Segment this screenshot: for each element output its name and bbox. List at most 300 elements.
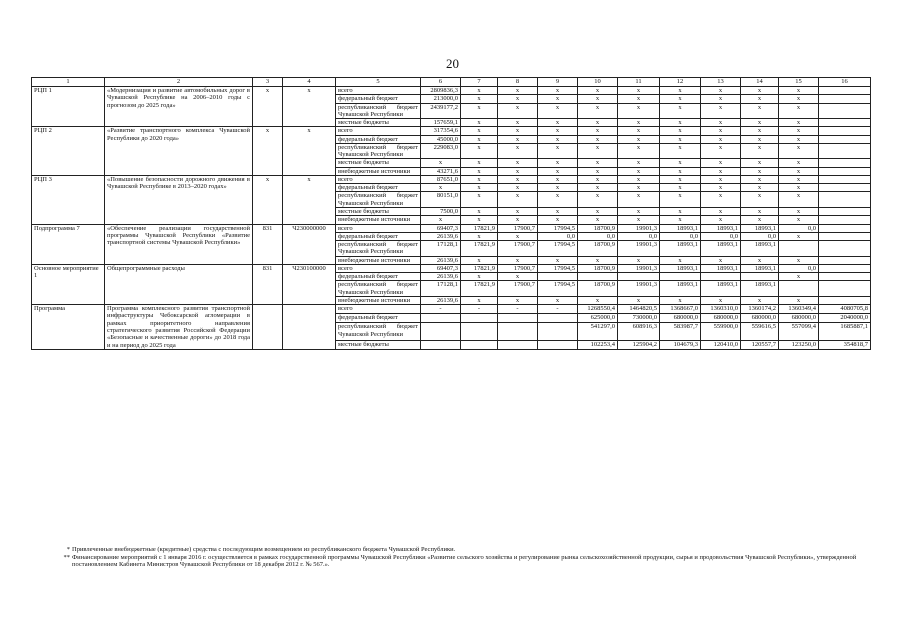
value-cell: 730000,0: [618, 314, 660, 323]
value-cell: x: [660, 143, 701, 159]
status-cell: Основное мероприятие 1: [32, 264, 105, 304]
value-cell: 18993,1: [741, 224, 779, 232]
footnote-text: Финансирование мероприятий с 1 января 2016 г. осуществляется в рамках государственной программы Чувашской Республики «Развитие сельского хозяйства и регулирование рынка сельскохозяйственной продукции, сырья и продовольствия Чувашской Республики», утвержденной постановлением Кабинета Министров Чувашской Республики от 18 декабря 2012 г. № 567.».: [72, 553, 857, 569]
value-cell: 18993,1: [701, 264, 741, 272]
funding-source-cell: республиканский бюджет Чувашской Республики: [336, 143, 421, 159]
value-cell: x: [498, 119, 538, 127]
value-cell: x: [538, 167, 578, 175]
value-cell: 18700,9: [578, 241, 618, 257]
value-cell: x: [660, 87, 701, 95]
value-cell: x: [461, 273, 498, 281]
value-cell: x: [461, 95, 498, 103]
program-name-cell: Общепрограммные расходы: [105, 264, 253, 304]
value-cell: 2809836,3: [421, 87, 461, 95]
value-cell: x: [779, 167, 819, 175]
column-number-header: 16: [819, 78, 871, 87]
value-cell: [819, 159, 871, 167]
value-cell: x: [461, 184, 498, 192]
value-cell: x: [660, 103, 701, 119]
value-cell: 123250,0: [779, 340, 819, 349]
value-cell: 26139,6: [421, 296, 461, 304]
value-cell: x: [701, 127, 741, 135]
value-cell: [578, 273, 618, 281]
value-cell: [819, 167, 871, 175]
value-cell: x: [618, 159, 660, 167]
value-cell: x: [498, 216, 538, 224]
value-cell: 354818,7: [819, 340, 871, 349]
value-cell: x: [618, 216, 660, 224]
column-number-header: 3: [253, 78, 283, 87]
value-cell: 1268550,4: [578, 305, 618, 314]
value-cell: x: [498, 167, 538, 175]
value-cell: x: [578, 119, 618, 127]
value-cell: [819, 264, 871, 272]
value-cell: x: [741, 135, 779, 143]
value-cell: 1360174,2: [741, 305, 779, 314]
value-cell: x: [498, 143, 538, 159]
column-number-header: 6: [421, 78, 461, 87]
funding-source-cell: республиканский бюджет Чувашской Республики: [336, 281, 421, 297]
value-cell: 17821,9: [461, 264, 498, 272]
budget-code-cell: x: [283, 87, 336, 127]
value-cell: x: [461, 207, 498, 215]
value-cell: 17821,9: [461, 224, 498, 232]
value-cell: x: [461, 127, 498, 135]
value-cell: 680000,0: [779, 314, 819, 323]
value-cell: x: [660, 184, 701, 192]
value-cell: x: [660, 135, 701, 143]
value-cell: x: [578, 167, 618, 175]
value-cell: 87651,0: [421, 175, 461, 183]
budget-code-cell: [283, 305, 336, 350]
value-cell: 1360349,4: [779, 305, 819, 314]
value-cell: 2040000,0: [819, 314, 871, 323]
value-cell: x: [498, 159, 538, 167]
column-number-header: 5: [336, 78, 421, 87]
value-cell: x: [701, 184, 741, 192]
value-cell: [819, 103, 871, 119]
value-cell: x: [578, 207, 618, 215]
value-cell: x: [578, 127, 618, 135]
status-cell: РЦП 3: [32, 175, 105, 224]
value-cell: x: [421, 159, 461, 167]
value-cell: x: [660, 192, 701, 208]
funding-source-cell: федеральный бюджет: [336, 273, 421, 281]
value-cell: x: [538, 175, 578, 183]
value-cell: x: [498, 296, 538, 304]
status-cell: РЦП 2: [32, 127, 105, 176]
table-row: [32, 224, 871, 232]
value-cell: 2439177,2: [421, 103, 461, 119]
value-cell: [461, 314, 498, 323]
budget-table: [31, 77, 871, 350]
value-cell: 583987,7: [660, 323, 701, 340]
value-cell: 680000,0: [701, 314, 741, 323]
value-cell: x: [461, 119, 498, 127]
table-row: [32, 264, 871, 272]
value-cell: x: [618, 192, 660, 208]
funding-source-cell: местные бюджеты: [336, 159, 421, 167]
value-cell: [421, 340, 461, 349]
value-cell: x: [538, 135, 578, 143]
value-cell: x: [618, 103, 660, 119]
table-row: [32, 127, 871, 135]
value-cell: -: [421, 305, 461, 314]
footnote: [60, 554, 860, 569]
funding-source-cell: федеральный бюджет: [336, 314, 421, 323]
column-number-header: 12: [660, 78, 701, 87]
value-cell: x: [779, 192, 819, 208]
value-cell: x: [618, 119, 660, 127]
value-cell: [701, 273, 741, 281]
value-cell: [819, 224, 871, 232]
page-number: 20: [446, 56, 459, 71]
value-cell: 120557,7: [741, 340, 779, 349]
value-cell: x: [701, 216, 741, 224]
value-cell: x: [779, 103, 819, 119]
value-cell: x: [421, 216, 461, 224]
value-cell: x: [701, 119, 741, 127]
column-number-header: 15: [779, 78, 819, 87]
value-cell: 19901,3: [618, 224, 660, 232]
value-cell: 18993,1: [701, 241, 741, 257]
value-cell: 0,0: [779, 264, 819, 272]
value-cell: x: [741, 192, 779, 208]
value-cell: 26139,6: [421, 256, 461, 264]
value-cell: 157659,1: [421, 119, 461, 127]
status-cell: Подпрограмма 7: [32, 224, 105, 264]
value-cell: [538, 323, 578, 340]
table-row: [32, 87, 871, 95]
funding-source-cell: внебюджетные источники: [336, 216, 421, 224]
value-cell: x: [701, 192, 741, 208]
value-cell: 0,0: [538, 232, 578, 240]
value-cell: [779, 241, 819, 257]
column-number-header: 11: [618, 78, 660, 87]
value-cell: x: [779, 207, 819, 215]
value-cell: [819, 296, 871, 304]
value-cell: x: [779, 87, 819, 95]
value-cell: x: [741, 143, 779, 159]
footnote-mark: *: [66, 546, 70, 553]
value-cell: 4080705,8: [819, 305, 871, 314]
value-cell: x: [779, 143, 819, 159]
value-cell: x: [660, 119, 701, 127]
value-cell: x: [538, 256, 578, 264]
value-cell: 17900,7: [498, 241, 538, 257]
value-cell: 559616,5: [741, 323, 779, 340]
value-cell: x: [578, 296, 618, 304]
value-cell: x: [538, 127, 578, 135]
column-number-header: 14: [741, 78, 779, 87]
value-cell: -: [538, 305, 578, 314]
value-cell: 18993,1: [701, 224, 741, 232]
value-cell: x: [741, 119, 779, 127]
grbs-cell: x: [253, 175, 283, 224]
value-cell: x: [461, 175, 498, 183]
value-cell: x: [618, 95, 660, 103]
funding-source-cell: федеральный бюджет: [336, 184, 421, 192]
value-cell: x: [578, 256, 618, 264]
value-cell: x: [578, 95, 618, 103]
value-cell: 45000,0: [421, 135, 461, 143]
value-cell: [819, 216, 871, 224]
value-cell: x: [461, 192, 498, 208]
value-cell: 541297,0: [578, 323, 618, 340]
value-cell: x: [538, 207, 578, 215]
value-cell: 559900,0: [701, 323, 741, 340]
value-cell: x: [461, 143, 498, 159]
value-cell: [779, 281, 819, 297]
funding-source-cell: всего: [336, 175, 421, 183]
column-number-header: 7: [461, 78, 498, 87]
value-cell: 229083,0: [421, 143, 461, 159]
value-cell: x: [578, 143, 618, 159]
program-name-cell: «Модернизация и развитие автомобильных дорог в Чувашской Республике на 2006–2010 годы с прогнозом до 2025 года»: [105, 87, 253, 127]
grbs-cell: x: [253, 87, 283, 127]
budget-code-cell: x: [283, 175, 336, 224]
value-cell: x: [461, 167, 498, 175]
funding-source-cell: внебюджетные источники: [336, 296, 421, 304]
value-cell: 18700,9: [578, 264, 618, 272]
value-cell: 213000,0: [421, 95, 461, 103]
value-cell: x: [618, 207, 660, 215]
value-cell: 17994,5: [538, 281, 578, 297]
value-cell: x: [779, 135, 819, 143]
value-cell: [819, 273, 871, 281]
value-cell: x: [701, 135, 741, 143]
value-cell: x: [741, 87, 779, 95]
value-cell: [819, 135, 871, 143]
value-cell: x: [660, 207, 701, 215]
value-cell: 557099,4: [779, 323, 819, 340]
value-cell: x: [618, 256, 660, 264]
value-cell: x: [461, 135, 498, 143]
value-cell: x: [578, 87, 618, 95]
value-cell: [819, 256, 871, 264]
value-cell: x: [701, 103, 741, 119]
table-row: [32, 305, 871, 314]
value-cell: x: [538, 103, 578, 119]
funding-source-cell: республиканский бюджет Чувашской Республики: [336, 241, 421, 257]
value-cell: [819, 175, 871, 183]
value-cell: [421, 323, 461, 340]
funding-source-cell: федеральный бюджет: [336, 135, 421, 143]
value-cell: x: [618, 127, 660, 135]
grbs-cell: [253, 305, 283, 350]
value-cell: 17994,5: [538, 241, 578, 257]
value-cell: 317354,6: [421, 127, 461, 135]
value-cell: [819, 232, 871, 240]
value-cell: [741, 273, 779, 281]
value-cell: [538, 340, 578, 349]
column-number-header: 1: [32, 78, 105, 87]
grbs-cell: 831: [253, 264, 283, 304]
value-cell: x: [779, 175, 819, 183]
value-cell: x: [741, 216, 779, 224]
value-cell: [538, 273, 578, 281]
value-cell: x: [578, 192, 618, 208]
value-cell: x: [498, 192, 538, 208]
value-cell: 0,0: [779, 224, 819, 232]
value-cell: 608916,3: [618, 323, 660, 340]
value-cell: x: [498, 256, 538, 264]
value-cell: x: [538, 119, 578, 127]
value-cell: x: [461, 216, 498, 224]
column-number-header: 13: [701, 78, 741, 87]
value-cell: x: [538, 159, 578, 167]
value-cell: 18993,1: [701, 281, 741, 297]
value-cell: 18700,9: [578, 281, 618, 297]
value-cell: 18993,1: [660, 264, 701, 272]
value-cell: 17821,9: [461, 241, 498, 257]
value-cell: x: [701, 256, 741, 264]
value-cell: x: [498, 127, 538, 135]
value-cell: x: [618, 143, 660, 159]
value-cell: x: [779, 256, 819, 264]
funding-source-cell: всего: [336, 305, 421, 314]
status-cell: Программа: [32, 305, 105, 350]
value-cell: x: [701, 143, 741, 159]
value-cell: 17128,1: [421, 241, 461, 257]
value-cell: x: [660, 216, 701, 224]
value-cell: x: [578, 103, 618, 119]
value-cell: 43271,6: [421, 167, 461, 175]
value-cell: x: [660, 159, 701, 167]
value-cell: x: [779, 273, 819, 281]
value-cell: [819, 143, 871, 159]
value-cell: x: [741, 159, 779, 167]
value-cell: -: [498, 305, 538, 314]
column-number-header: 10: [578, 78, 618, 87]
footnotes: [60, 546, 860, 569]
value-cell: [461, 340, 498, 349]
value-cell: [819, 95, 871, 103]
value-cell: x: [701, 159, 741, 167]
value-cell: x: [538, 296, 578, 304]
value-cell: [819, 87, 871, 95]
value-cell: x: [461, 232, 498, 240]
value-cell: 17900,7: [498, 264, 538, 272]
value-cell: x: [421, 184, 461, 192]
value-cell: 625000,0: [578, 314, 618, 323]
value-cell: [421, 314, 461, 323]
program-name-cell: «Обеспечение реализации государственной программы Чувашской Республики «Развитие транспортной системы Чувашской Республики»: [105, 224, 253, 264]
value-cell: x: [779, 184, 819, 192]
value-cell: x: [461, 159, 498, 167]
value-cell: 18993,1: [741, 241, 779, 257]
value-cell: x: [741, 175, 779, 183]
value-cell: 1360310,0: [701, 305, 741, 314]
value-cell: x: [538, 95, 578, 103]
footnote: [60, 546, 860, 554]
value-cell: x: [779, 95, 819, 103]
value-cell: x: [618, 135, 660, 143]
value-cell: 69407,3: [421, 264, 461, 272]
funding-source-cell: внебюджетные источники: [336, 256, 421, 264]
value-cell: x: [498, 175, 538, 183]
value-cell: 680000,0: [741, 314, 779, 323]
value-cell: 7500,0: [421, 207, 461, 215]
value-cell: 18700,9: [578, 224, 618, 232]
value-cell: x: [741, 207, 779, 215]
value-cell: x: [618, 296, 660, 304]
value-cell: x: [498, 135, 538, 143]
value-cell: x: [461, 296, 498, 304]
value-cell: [498, 314, 538, 323]
value-cell: 69407,3: [421, 224, 461, 232]
value-cell: [498, 323, 538, 340]
funding-source-cell: республиканский бюджет Чувашской Республики: [336, 192, 421, 208]
value-cell: x: [701, 167, 741, 175]
value-cell: x: [498, 87, 538, 95]
value-cell: x: [498, 232, 538, 240]
column-number-header: 8: [498, 78, 538, 87]
value-cell: x: [660, 95, 701, 103]
value-cell: 18993,1: [660, 224, 701, 232]
value-cell: x: [618, 184, 660, 192]
value-cell: 17821,9: [461, 281, 498, 297]
value-cell: [819, 207, 871, 215]
value-cell: 19901,3: [618, 281, 660, 297]
value-cell: x: [618, 87, 660, 95]
value-cell: 17994,5: [538, 264, 578, 272]
value-cell: x: [578, 216, 618, 224]
value-cell: x: [779, 296, 819, 304]
value-cell: 120410,0: [701, 340, 741, 349]
value-cell: 1368667,0: [660, 305, 701, 314]
value-cell: [538, 314, 578, 323]
funding-source-cell: всего: [336, 127, 421, 135]
value-cell: x: [741, 103, 779, 119]
column-number-header: 9: [538, 78, 578, 87]
value-cell: x: [538, 87, 578, 95]
value-cell: [618, 273, 660, 281]
value-cell: 680000,0: [660, 314, 701, 323]
value-cell: 18993,1: [660, 241, 701, 257]
value-cell: 1464820,5: [618, 305, 660, 314]
value-cell: 125904,2: [618, 340, 660, 349]
value-cell: x: [701, 87, 741, 95]
value-cell: [819, 127, 871, 135]
value-cell: 18993,1: [741, 281, 779, 297]
value-cell: x: [701, 207, 741, 215]
value-cell: x: [779, 119, 819, 127]
table-row: [32, 175, 871, 183]
value-cell: x: [660, 296, 701, 304]
value-cell: [819, 281, 871, 297]
value-cell: 0,0: [618, 232, 660, 240]
program-name-cell: «Развитие транспортного комплекса Чувашской Республики до 2020 года»: [105, 127, 253, 176]
value-cell: 17900,7: [498, 281, 538, 297]
value-cell: x: [660, 127, 701, 135]
value-cell: x: [538, 216, 578, 224]
value-cell: x: [701, 296, 741, 304]
value-cell: 17900,7: [498, 224, 538, 232]
value-cell: [498, 340, 538, 349]
funding-source-cell: федеральный бюджет: [336, 232, 421, 240]
value-cell: 18993,1: [660, 281, 701, 297]
value-cell: x: [741, 256, 779, 264]
value-cell: x: [618, 175, 660, 183]
value-cell: x: [461, 103, 498, 119]
value-cell: x: [779, 159, 819, 167]
funding-source-cell: республиканский бюджет Чувашской Республики: [336, 103, 421, 119]
value-cell: x: [660, 175, 701, 183]
footnote-text: Привлеченные внебюджетные (кредитные) средства с последующим возмещением из республиканского бюджета Чувашской Республики.: [72, 546, 456, 553]
value-cell: x: [498, 273, 538, 281]
value-cell: [660, 273, 701, 281]
